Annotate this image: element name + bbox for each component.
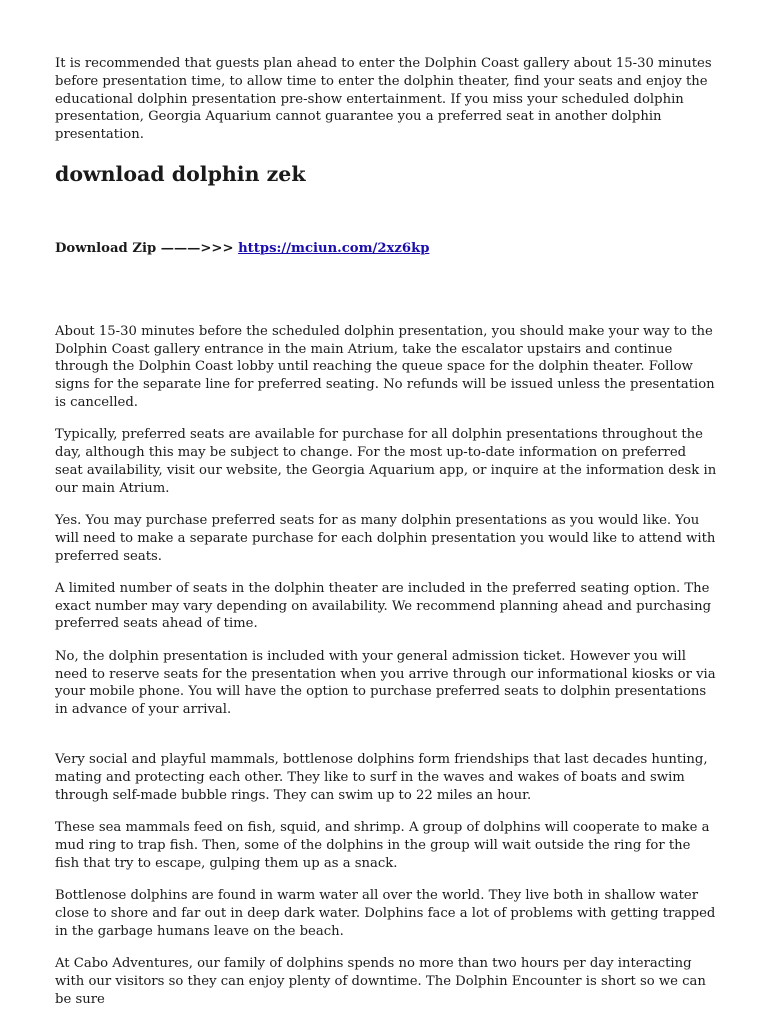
paragraph: About 15-30 minutes before the scheduled dolphin presentation, you should make your way to the Dolphin Coast gallery entrance in the main Atrium, take the escalator upstairs and continue through the Dolphin Coast lobby until reaching the queue space for the dolphin theater. Follow signs for the separate line for preferred seating. No refunds will be issued unless the presentation is cancelled. — [55, 323, 715, 410]
download-label: Download Zip ———>>> — [55, 240, 239, 256]
download-link[interactable]: https://mciun.com/2xz6kp — [238, 240, 430, 256]
intro-paragraph: It is recommended that guests plan ahead to enter the Dolphin Coast gallery about 15-30 minutes before presentation time, to allow time to enter the dolphin theater, find your seats and enjoy the educational dolphin presentation pre-show entertainment. If you miss your scheduled dolphin presentation, Georgia Aquarium cannot guarantee you a preferred seat in another dolphin presentation. — [55, 56, 712, 143]
paragraph: A limited number of seats in the dolphin theater are included in the preferred seating option. The exact number may vary depending on availability. We recommend planning ahead and purchasing preferred seats ahead of time. — [55, 580, 712, 632]
paragraph: Yes. You may purchase preferred seats for as many dolphin presentations as you would like. You will need to make a separate purchase for each dolphin presentation you would like to attend with preferred seats. — [55, 512, 716, 564]
paragraph: Bottlenose dolphins are found in warm water all over the world. They live both in shallow water close to shore and far out in deep dark water. Dolphins face a lot of problems with getting trapped in the garbage humans leave on the beach. — [55, 888, 716, 939]
page-title: download dolphin zek — [55, 161, 306, 186]
paragraph: Typically, preferred seats are available for purchase for all dolphin presentations throughout the day, although this may be subject to change. For the most up-to-date information on preferred seat availability, visit our website, the Georgia Aquarium app, or inquire at the information desk in our main Atrium. — [55, 427, 717, 496]
spacer — [55, 258, 717, 323]
document-page — [55, 55, 717, 1023]
paragraph: No, the dolphin presentation is included with your general admission ticket. However you will need to reserve seats for the presentation when you arrive through our informational kiosks or via your mobile phone. You will have the option to purchase preferred seats to dolphin presentations in advance of your arrival. — [55, 648, 716, 718]
paragraph: Very social and playful mammals, bottlenose dolphins form friendships that last decades hunting, mating and protecting each other. They like to surf in the waves and wakes of boats and swim through self-made bubble rings. They can swim up to 22 miles an hour. — [55, 752, 708, 804]
paragraph: At Cabo Adventures, our family of dolphins spends no more than two hours per day interacting with our visitors so they can enjoy plenty of downtime. The Dolphin Encounter is short so we can be sure — [55, 956, 706, 1007]
section-dolphin-facts — [55, 751, 717, 1008]
paragraph: These sea mammals feed on fish, squid, and shrimp. A group of dolphins will cooperate to make a mud ring to trap fish. Then, some of the dolphins in the group will wait outside the ring for the fish that try to escape, gulping them up as a snack. — [55, 820, 710, 871]
spacer — [55, 733, 717, 751]
section-faq — [55, 323, 717, 719]
download-line — [55, 240, 717, 258]
